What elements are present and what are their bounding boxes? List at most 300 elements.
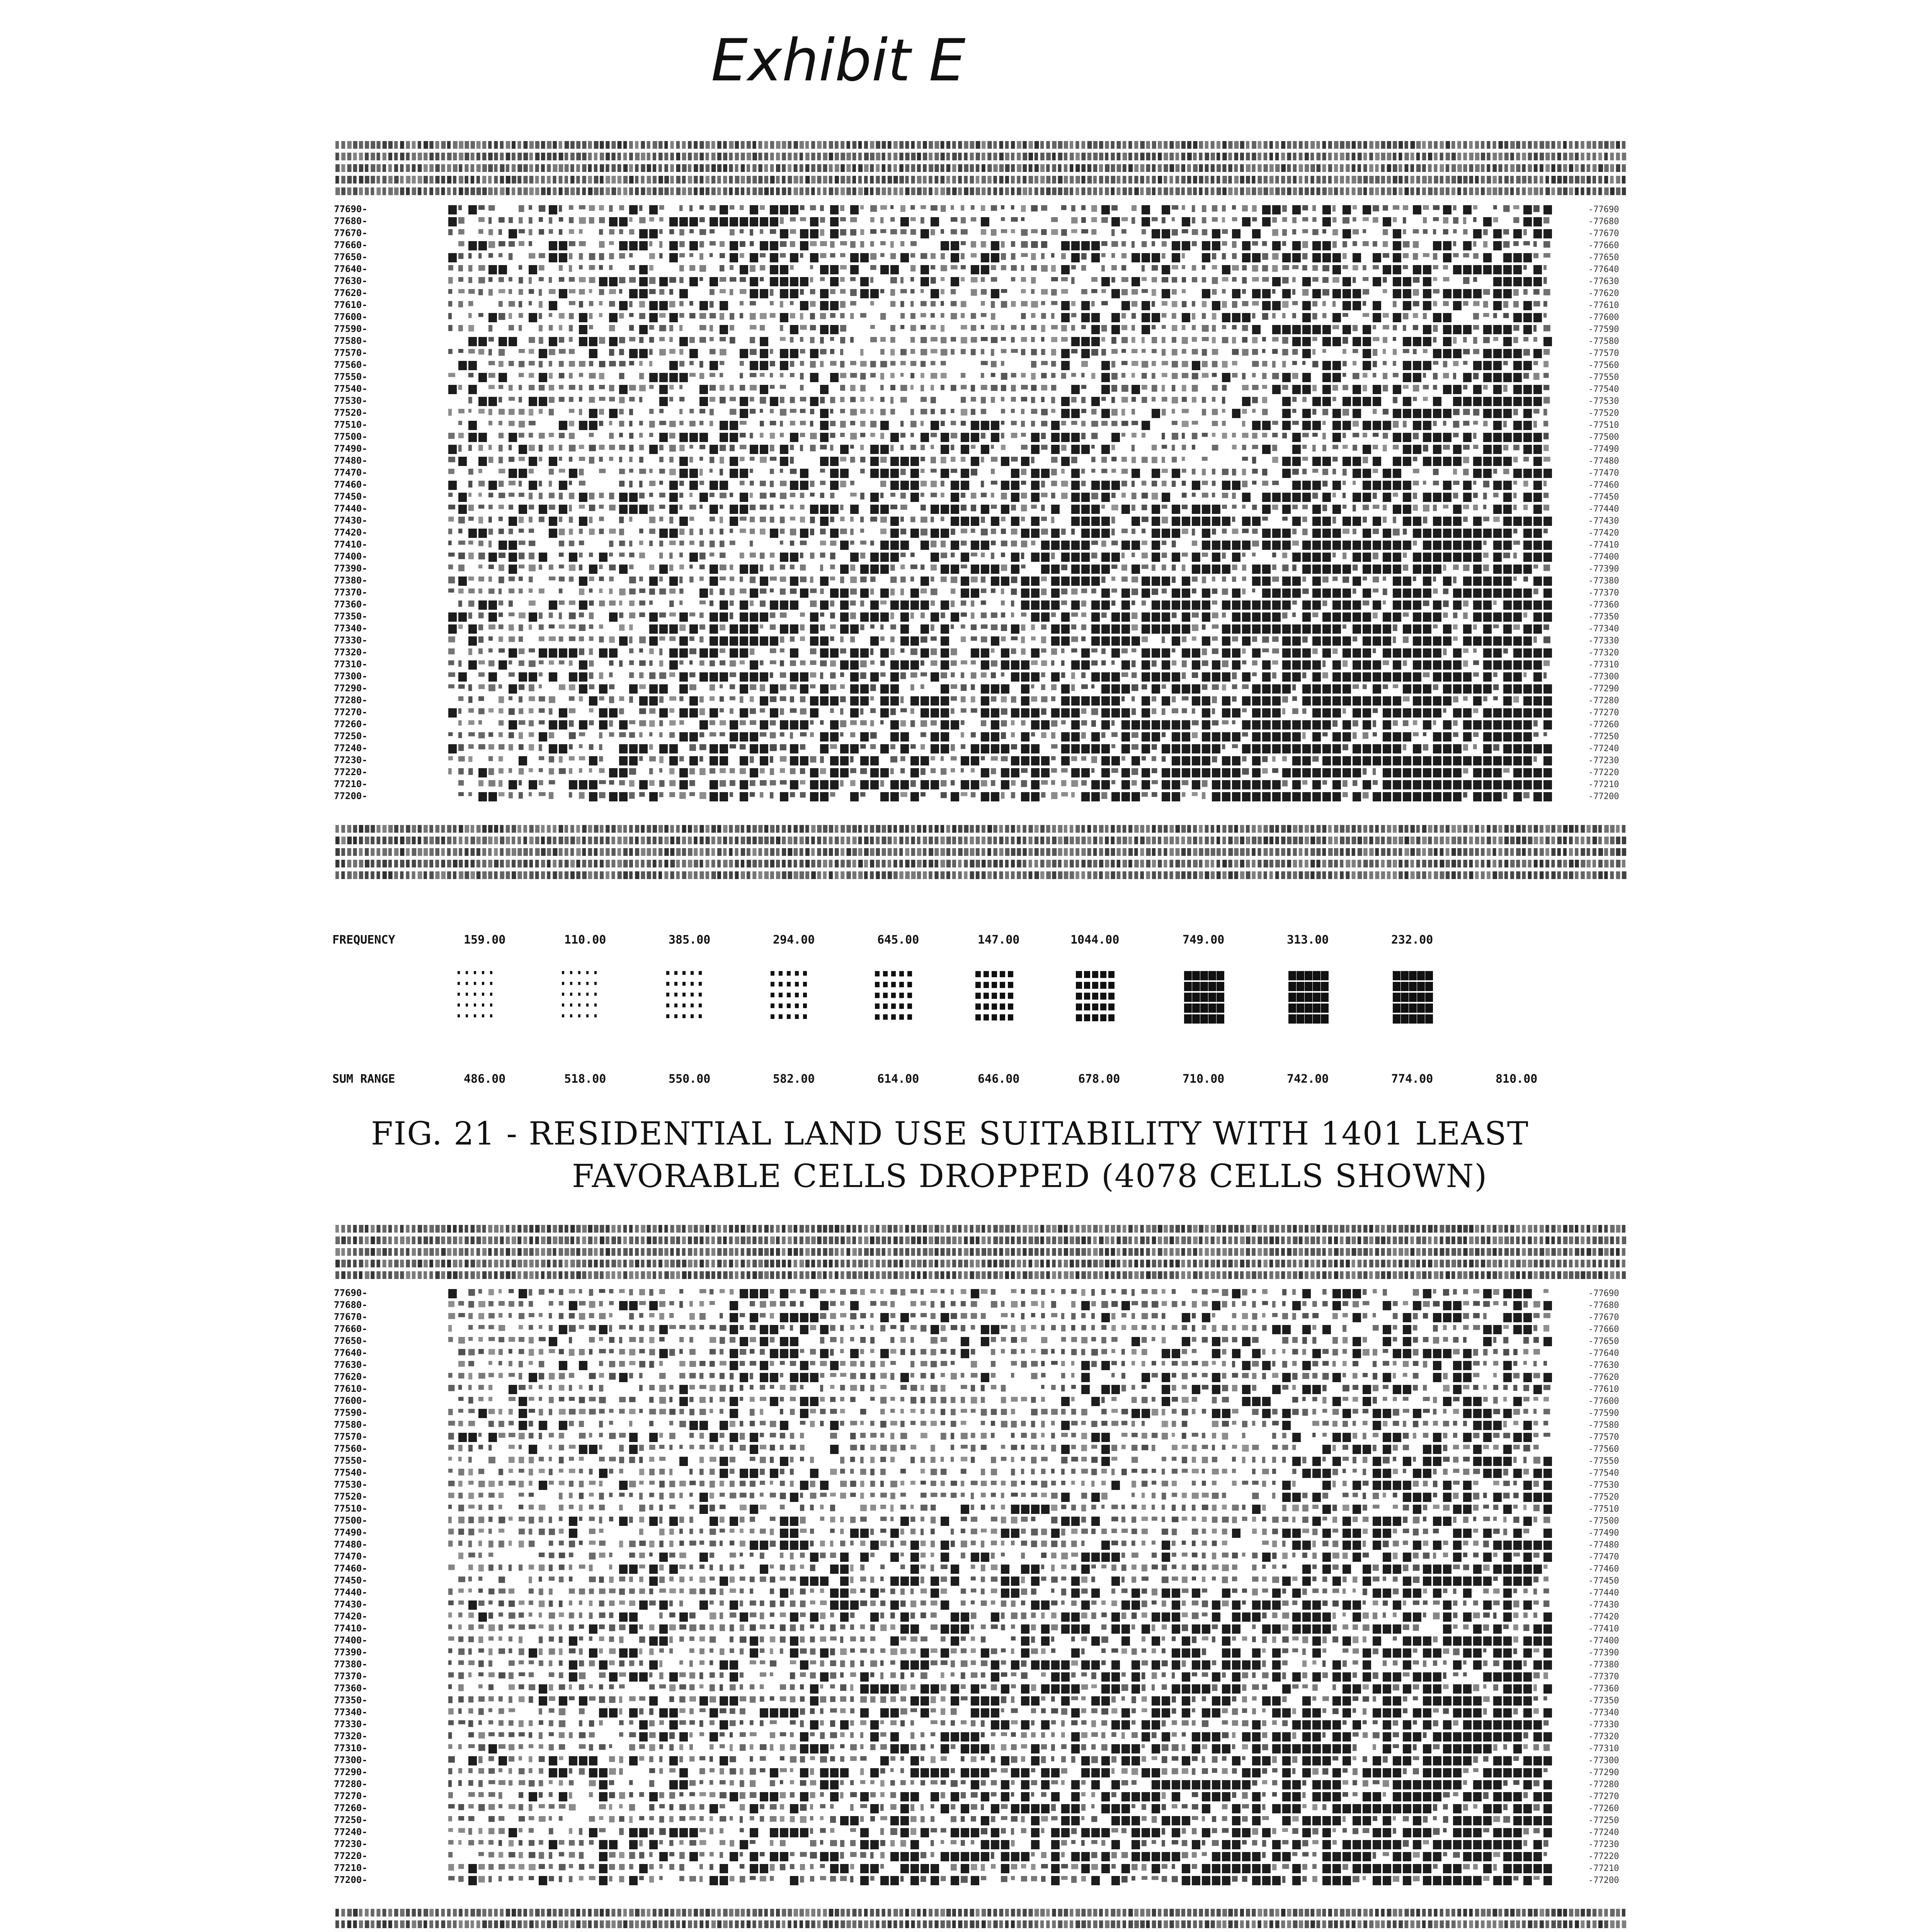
- map-cell: [1282, 205, 1287, 212]
- header-digit-mark: [1428, 164, 1432, 172]
- map-cell: [649, 469, 653, 473]
- map-cell: [569, 229, 574, 234]
- map-cell: [790, 337, 793, 343]
- map-cell: [850, 445, 854, 449]
- header-digit-mark: [1528, 141, 1532, 149]
- header-digit-mark: [447, 153, 452, 160]
- map-cell: [1121, 337, 1128, 343]
- header-digit-mark: [1005, 153, 1009, 160]
- map-cell: [880, 229, 886, 233]
- map-cell: [1393, 253, 1401, 262]
- map-cell: [1483, 493, 1487, 499]
- header-digit-mark: [970, 141, 975, 149]
- map-cell: [810, 349, 818, 358]
- map-cell: [679, 397, 684, 401]
- map-cell: [1031, 361, 1036, 368]
- map-cell: [971, 600, 974, 607]
- map-cell: [549, 505, 555, 510]
- map-cell: [1152, 493, 1158, 500]
- map-cell: [870, 409, 873, 414]
- header-digit-mark: [864, 153, 869, 160]
- header-digit-mark: [1534, 141, 1538, 149]
- header-digit-mark: [1217, 141, 1220, 149]
- header-digit-mark: [776, 187, 780, 195]
- map-cell: [720, 397, 726, 403]
- map-cell: [1403, 481, 1411, 490]
- map-cell: [1332, 529, 1341, 538]
- map-cell: [1101, 421, 1108, 426]
- row-label-right: -77620: [1588, 289, 1619, 298]
- map-cell: [840, 337, 845, 344]
- map-cell: [750, 624, 758, 634]
- map-cell: [1152, 349, 1157, 353]
- map-cell: [1242, 541, 1251, 550]
- map-cell: [1142, 241, 1147, 247]
- header-digit-mark: [964, 153, 967, 160]
- map-cell: [941, 385, 944, 390]
- header-digit-mark: [588, 187, 593, 195]
- map-cell: [1132, 205, 1137, 211]
- map-cell: [679, 205, 682, 211]
- map-cell: [820, 457, 829, 466]
- map-cell: [1001, 636, 1006, 641]
- map-cell: [810, 409, 814, 414]
- map-cell: [599, 253, 604, 260]
- map-cell: [669, 565, 673, 571]
- header-digit-mark: [359, 141, 363, 149]
- map-cell: [750, 469, 753, 473]
- header-digit-mark: [717, 164, 721, 172]
- map-cell: [1142, 493, 1148, 498]
- map-cell: [890, 553, 899, 562]
- header-digit-mark: [1475, 153, 1479, 160]
- header-digit-mark: [1375, 164, 1378, 172]
- map-cell: [509, 289, 512, 294]
- row-label-left: 77570-: [334, 347, 368, 358]
- map-cell: [1523, 253, 1532, 262]
- header-digit-mark: [987, 153, 991, 160]
- map-cell: [1463, 205, 1472, 214]
- map-cell: [780, 313, 788, 322]
- map-cell: [991, 612, 997, 618]
- map-cell: [1423, 612, 1431, 622]
- map-cell: [1272, 481, 1279, 485]
- map-cell: [971, 253, 977, 257]
- header-digit-mark: [1029, 176, 1033, 184]
- map-cell: [1513, 588, 1522, 598]
- map-cell: [1011, 505, 1016, 510]
- header-digit-mark: [335, 164, 340, 172]
- map-cell: [1142, 612, 1150, 622]
- header-digit-mark: [1040, 187, 1044, 195]
- map-cell: [569, 397, 573, 402]
- map-cell: [1192, 373, 1198, 379]
- map-cell: [1081, 373, 1084, 378]
- map-cell: [961, 205, 964, 211]
- map-cell: [1152, 277, 1157, 282]
- header-digit-mark: [1399, 187, 1402, 195]
- header-digit-mark: [553, 187, 556, 195]
- map-cell: [448, 277, 453, 284]
- map-cell: [1523, 565, 1532, 574]
- map-cell: [1011, 553, 1019, 562]
- map-cell: [1252, 265, 1258, 272]
- map-cell: [679, 349, 683, 355]
- map-cell: [780, 457, 788, 466]
- header-digit-mark: [576, 176, 580, 184]
- header-digit-mark: [776, 176, 780, 184]
- header-digit-mark: [1075, 187, 1079, 195]
- map-cell: [1343, 481, 1346, 485]
- map-cell: [629, 337, 635, 342]
- map-cell: [1312, 529, 1321, 538]
- map-cell: [609, 241, 614, 245]
- header-digit-mark: [1387, 164, 1391, 172]
- header-digit-mark: [653, 187, 657, 195]
- map-cell: [1373, 361, 1377, 367]
- map-cell: [649, 433, 653, 437]
- map-cell: [790, 624, 798, 634]
- map-cell: [1202, 325, 1209, 332]
- map-cell: [1403, 541, 1411, 550]
- map-cell: [1001, 565, 1007, 571]
- map-cell: [1021, 493, 1027, 498]
- map-cell: [740, 349, 748, 358]
- map-cell: [770, 409, 774, 413]
- map-cell: [1222, 636, 1230, 646]
- map-cell: [1061, 457, 1070, 466]
- map-cell: [850, 553, 859, 562]
- map-cell: [1543, 337, 1552, 346]
- map-cell: [750, 253, 758, 262]
- map-cell: [1493, 385, 1502, 394]
- map-cell: [941, 277, 944, 281]
- row-label-left: 77620-: [334, 287, 368, 298]
- map-cell: [1483, 445, 1492, 454]
- map-cell: [1232, 445, 1237, 449]
- map-cell: [1503, 361, 1508, 365]
- map-cell: [448, 325, 453, 331]
- header-digit-mark: [1011, 164, 1015, 172]
- map-cell: [1172, 469, 1180, 478]
- column-header-top: [332, 137, 1635, 203]
- map-cell: [609, 588, 613, 594]
- row-label-right: -77400: [1588, 552, 1619, 562]
- map-cell: [509, 421, 515, 426]
- map-cell: [740, 577, 743, 582]
- map-cell: [1343, 229, 1351, 238]
- map-cell: [1533, 553, 1542, 562]
- map-cell: [830, 433, 835, 438]
- map-cell: [1081, 433, 1086, 439]
- map-cell: [1242, 325, 1248, 331]
- map-cell: [699, 493, 708, 502]
- header-digit-mark: [529, 141, 534, 149]
- map-cell: [1041, 361, 1048, 365]
- map-cell: [1152, 253, 1160, 262]
- header-digit-mark: [1393, 141, 1397, 149]
- map-cell: [519, 217, 523, 223]
- map-cell: [1473, 421, 1478, 425]
- header-digit-mark: [359, 176, 363, 184]
- map-cell: [539, 313, 542, 319]
- header-digit-mark: [934, 153, 939, 160]
- map-cell: [830, 265, 839, 274]
- map-cell: [740, 469, 748, 478]
- header-digit-mark: [1434, 153, 1437, 160]
- map-cell: [1292, 517, 1301, 526]
- header-digit-mark: [541, 141, 545, 149]
- map-cell: [448, 505, 455, 509]
- map-cell: [1473, 313, 1479, 320]
- map-cell: [1473, 624, 1477, 629]
- header-digit-mark: [699, 141, 704, 149]
- map-cell: [1543, 505, 1549, 510]
- map-cell: [921, 577, 929, 586]
- header-digit-mark: [1487, 164, 1490, 172]
- map-cell: [478, 205, 485, 210]
- header-digit-mark: [1123, 141, 1126, 149]
- map-cell: [740, 253, 744, 258]
- map-cell: [1132, 421, 1138, 425]
- header-digit-mark: [1152, 141, 1156, 149]
- map-cell: [1493, 505, 1502, 514]
- map-cell: [1091, 217, 1097, 222]
- map-cell: [1121, 505, 1130, 514]
- map-cell: [529, 553, 534, 560]
- map-cell: [810, 301, 816, 307]
- map-cell: [509, 241, 515, 247]
- map-cell: [1222, 217, 1225, 223]
- map-cell: [659, 612, 666, 617]
- header-digit-mark: [1257, 164, 1261, 172]
- map-cell: [1403, 229, 1406, 234]
- map-cell: [679, 277, 684, 283]
- header-digit-mark: [758, 164, 762, 172]
- map-cell: [800, 397, 806, 401]
- map-cell: [971, 612, 974, 619]
- map-cell: [1081, 588, 1087, 593]
- map-cell: [1242, 301, 1248, 306]
- map-cell: [870, 361, 876, 367]
- map-cell: [1513, 565, 1522, 574]
- map-cell: [1343, 217, 1349, 224]
- map-cell: [1403, 553, 1407, 558]
- header-digit-mark: [1563, 141, 1567, 149]
- map-cell: [1121, 565, 1127, 571]
- map-cell: [488, 588, 495, 594]
- map-cell: [1132, 397, 1136, 402]
- map-cell: [569, 600, 575, 605]
- map-cell: [659, 541, 663, 546]
- map-cell: [850, 421, 855, 425]
- header-digit-mark: [1093, 164, 1098, 172]
- map-cell: [880, 313, 886, 320]
- map-cell: [1242, 588, 1246, 594]
- map-cell: [1302, 289, 1309, 296]
- header-digit-mark: [1569, 164, 1573, 172]
- map-cell: [1232, 301, 1237, 308]
- map-cell: [579, 469, 584, 475]
- map-cell: [1091, 289, 1098, 293]
- header-digit-mark: [1492, 187, 1497, 195]
- map-cell: [569, 361, 575, 367]
- header-digit-mark: [741, 176, 745, 184]
- map-cell: [1393, 301, 1397, 307]
- map-cell: [1413, 481, 1419, 485]
- map-cell: [941, 600, 949, 610]
- map-cell: [820, 433, 829, 442]
- header-digit-mark: [1575, 164, 1579, 172]
- map-cell: [900, 565, 905, 569]
- map-cell: [1322, 289, 1329, 296]
- map-cell: [1533, 409, 1540, 413]
- map-cell: [478, 529, 487, 538]
- map-cell: [810, 205, 816, 210]
- map-cell: [699, 277, 703, 281]
- map-cell: [478, 337, 487, 346]
- map-cell: [699, 636, 703, 643]
- map-cell: [900, 205, 905, 212]
- header-digit-mark: [1269, 141, 1273, 149]
- header-digit-mark: [547, 153, 551, 160]
- map-cell: [669, 349, 676, 354]
- header-digit-mark: [1217, 176, 1220, 184]
- map-cell: [689, 229, 694, 233]
- map-cell: [1121, 289, 1128, 295]
- map-cell: [860, 600, 864, 607]
- map-cell: [1011, 433, 1017, 438]
- map-cell: [820, 421, 829, 430]
- map-cell: [1051, 505, 1060, 514]
- map-cell: [971, 624, 977, 630]
- map-cell: [931, 289, 939, 298]
- map-cell: [991, 373, 995, 377]
- header-digit-mark: [1440, 187, 1444, 195]
- map-cell: [1172, 433, 1178, 440]
- header-digit-mark: [482, 176, 486, 184]
- map-cell: [589, 624, 593, 629]
- header-digit-mark: [1052, 164, 1056, 172]
- header-digit-mark: [1064, 164, 1068, 172]
- map-cell: [880, 469, 889, 478]
- header-digit-mark: [882, 153, 885, 160]
- map-cell: [1071, 469, 1080, 478]
- map-cell: [499, 361, 504, 367]
- map-cell: [1312, 553, 1321, 562]
- map-cell: [499, 588, 502, 594]
- map-cell: [1172, 481, 1176, 487]
- map-cell: [770, 553, 774, 558]
- map-cell: [1101, 565, 1110, 574]
- header-digit-mark: [1146, 176, 1150, 184]
- header-digit-mark: [429, 153, 434, 160]
- map-cell: [810, 612, 818, 622]
- map-cell: [1111, 457, 1116, 461]
- header-digit-mark: [1269, 164, 1274, 172]
- map-cell: [830, 253, 835, 258]
- header-digit-mark: [1469, 153, 1474, 160]
- map-cell: [1332, 600, 1341, 610]
- header-digit-mark: [394, 176, 399, 184]
- map-cell: [629, 397, 635, 401]
- header-digit-mark: [1504, 141, 1508, 149]
- map-cell: [880, 505, 889, 514]
- header-digit-mark: [1416, 164, 1421, 172]
- map-cell: [619, 612, 623, 618]
- map-cell: [1001, 493, 1007, 500]
- map-cell: [679, 385, 682, 389]
- map-cell: [981, 313, 987, 317]
- map-cell: [890, 505, 897, 509]
- header-digit-mark: [1134, 164, 1138, 172]
- map-cell: [1343, 517, 1351, 526]
- map-cell: [770, 624, 776, 630]
- map-cell: [790, 397, 795, 403]
- map-cell: [649, 529, 655, 534]
- map-cell: [1031, 529, 1040, 538]
- map-cell: [679, 445, 685, 451]
- header-digit-mark: [1234, 176, 1239, 184]
- map-cell: [1393, 241, 1401, 250]
- map-cell: [850, 636, 855, 642]
- header-digit-mark: [941, 164, 944, 172]
- map-cell: [1021, 612, 1026, 617]
- map-cell: [1483, 397, 1492, 406]
- map-cell: [900, 349, 907, 355]
- header-digit-mark: [659, 176, 663, 184]
- header-digit-mark: [1340, 164, 1343, 172]
- header-digit-mark: [1257, 176, 1262, 184]
- map-cell: [509, 229, 517, 238]
- map-cell: [710, 469, 713, 473]
- map-cell: [1172, 397, 1178, 403]
- map-cell: [770, 253, 778, 262]
- map-cell: [1061, 373, 1066, 379]
- map-cell: [1001, 397, 1004, 401]
- map-cell: [1332, 301, 1336, 307]
- map-cell: [649, 337, 654, 343]
- map-cell: [890, 409, 895, 415]
- map-cell: [1041, 636, 1046, 643]
- map-cell: [579, 445, 584, 449]
- map-cell: [468, 373, 473, 378]
- map-cell: [1182, 325, 1185, 330]
- map-cell: [478, 565, 482, 568]
- map-cell: [599, 565, 603, 569]
- map-cell: [1051, 277, 1058, 281]
- map-cell: [679, 241, 685, 247]
- map-cell: [921, 289, 924, 293]
- map-cell: [1252, 397, 1258, 403]
- map-cell: [649, 265, 653, 270]
- map-cell: [870, 397, 874, 401]
- map-cell: [1272, 457, 1278, 463]
- map-cell: [820, 265, 829, 274]
- map-cell: [619, 373, 624, 379]
- map-cell: [519, 229, 525, 233]
- map-cell: [900, 517, 904, 522]
- map-cell: [1473, 445, 1478, 449]
- map-cell: [981, 636, 987, 642]
- map-cell: [559, 253, 567, 262]
- header-digit-mark: [805, 187, 809, 195]
- header-digit-mark: [676, 164, 681, 172]
- map-cell: [1513, 361, 1522, 370]
- header-digit-mark: [1434, 164, 1437, 172]
- map-cell: [1162, 205, 1170, 214]
- map-cell: [1132, 577, 1138, 582]
